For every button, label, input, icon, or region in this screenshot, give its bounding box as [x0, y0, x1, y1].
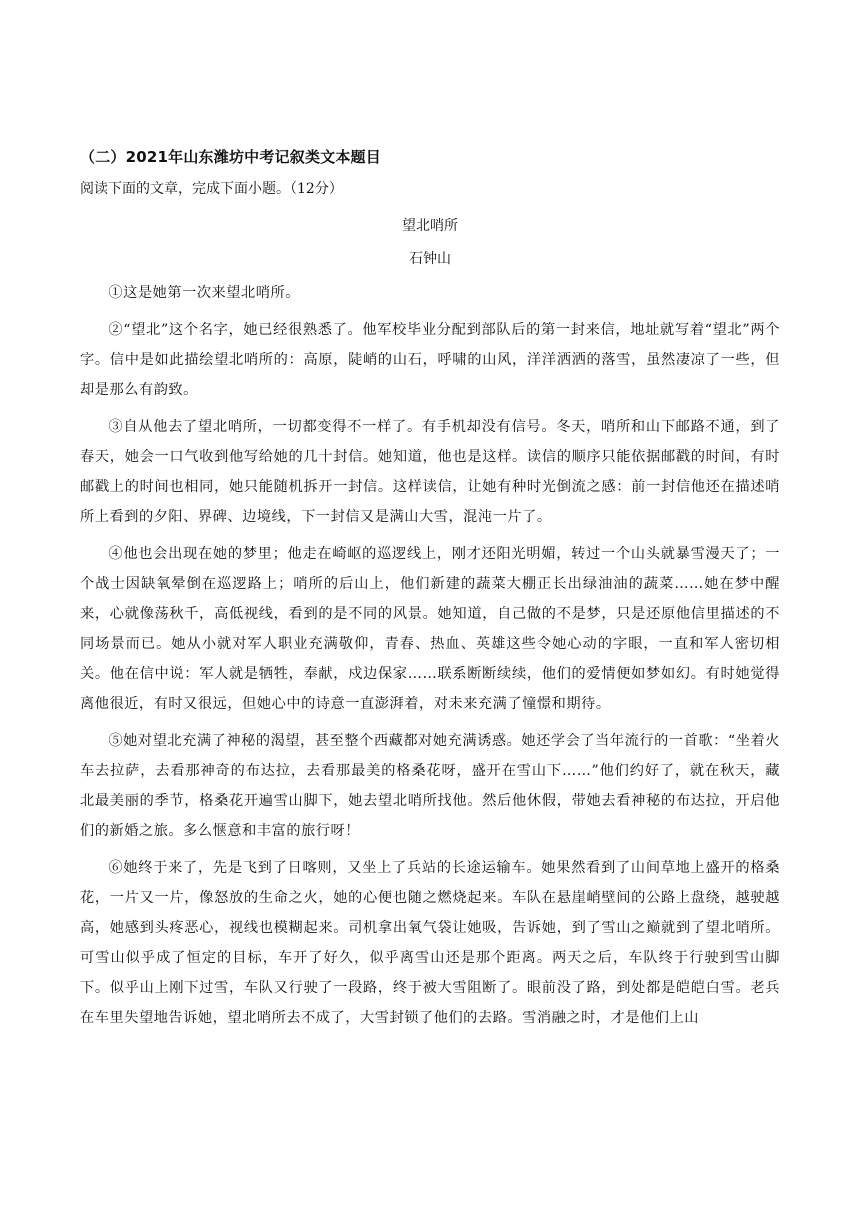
- article-title: 望北哨所: [402, 218, 458, 234]
- paragraph-5: ⑤她对望北充满了神秘的渴望，甚至整个西藏都对她充满诱惑。她还学会了当年流行的一首歌：“坐着火车去拉萨，去看那神奇的布达拉，去看那最美的格桑花呀，盛开在雪山下……”他们约好了，就在秋天，藏北最美丽的季节，格桑花开遍雪山脚下，她去望北哨所找他。然后他休假，带她去看神秘的布达拉，开启他们的新婚之旅。多么惬意和丰富的旅行呀！: [80, 733, 780, 839]
- paragraph-6: ⑥她终于来了，先是飞到了日喀则，又坐上了兵站的长途运输车。她果然看到了山间草地上盛开的格桑花，一片又一片，像怒放的生命之火，她的心便也随之燃烧起来。车队在悬崖峭壁间的公路上盘绕，越驶越高，她感到头疼恶心，视线也模糊起来。司机拿出氧气袋让她吸，告诉她，到了雪山之巅就到了望北哨所。可雪山似乎成了恒定的目标，车开了好久，似乎离雪山还是那个距离。两天之后，车队终于行驶到雪山脚下。似乎山上刚下过雪，车队又行驶了一段路，终于被大雪阻断了。眼前没了路，到处都是皑皑白雪。老兵在车里失望地告诉她，望北哨所去不成了，大雪封锁了他们的去路。雪消融之时，才是他们上山: [80, 860, 780, 1026]
- section-heading: （二）2021年山东潍坊中考记叙类文本题目: [80, 148, 381, 166]
- paragraph-4: ④他也会出现在她的梦里；他走在崎岖的巡逻线上，刚才还阳光明媚，转过一个山头就暴雪漫天了；一个战士因缺氧晕倒在巡逻路上；哨所的后山上，他们新建的蔬菜大棚正长出绿油油的蔬菜……她在梦中醒来，心就像荡秋千，高低视线，看到的是不同的风景。她知道，自己做的不是梦，只是还原他信里描述的不同场景而已。她从小就对军人职业充满敬仰，青春、热血、英雄这些令她心动的字眼，一直和军人密切相关。他在信中说：军人就是牺牲，奉献，戍边保家……联系断断续续，他们的爱情便如梦如幻。有时她觉得离他很近，有时又很远，但她心中的诗意一直澎湃着，对未来充满了憧憬和期待。: [80, 546, 780, 712]
- paragraph-3: ③自从他去了望北哨所，一切都变得不一样了。有手机却没有信号。冬天，哨所和山下邮路不通，到了春天，她会一口气收到他写给她的几十封信。她知道，他也是这样。读信的顺序只能依据邮戳的时间，有时邮戳上的时间也相同，她只能随机拆开一封信。这样读信，让她有种时光倒流之感：前一封信他还在描述哨所上看到的夕阳、界碑、边境线，下一封信又是满山大雪，混沌一片了。: [80, 419, 780, 525]
- article-author: 石钟山: [409, 251, 451, 267]
- paragraph-1: ①这是她第一次来望北哨所。: [108, 285, 300, 301]
- paragraph-2: ②“望北”这个名字，她已经很熟悉了。他军校毕业分配到部队后的第一封来信，地址就写着“望北”两个字。信中是如此描绘望北哨所的：高原，陡峭的山石，呼啸的山风，洋洋洒洒的落雪，虽然凄凉了一些，但却是那么有韵致。: [80, 322, 780, 398]
- article-body: [80, 278, 780, 1040]
- reading-instruction: 阅读下面的文章，完成下面小题。（12分）: [80, 181, 343, 197]
